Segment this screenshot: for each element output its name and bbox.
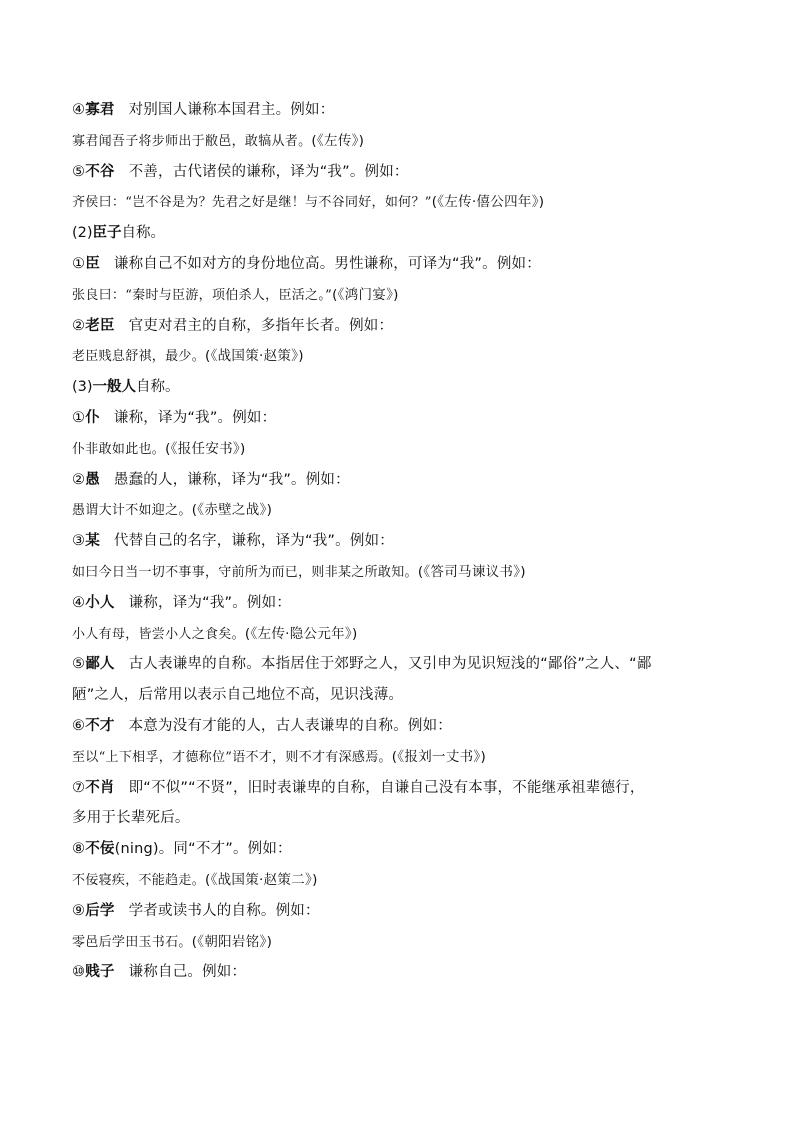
term-definition [72, 468, 350, 489]
example-source: (《左传·隐公元年》) [244, 625, 358, 642]
definition-text: 官吏对君主的自称，多指年长者。例如： [128, 317, 394, 334]
item-number: (2) [72, 225, 93, 242]
example-text: 老臣贱息舒祺，最少。 [72, 349, 206, 365]
definition-text: 自称。 [121, 225, 166, 242]
term-definition [72, 899, 320, 920]
term-definition [72, 160, 409, 181]
example-sentence [72, 868, 318, 888]
definition-text: 本意为没有才能的人，古人表谦卑的自称。例如： [128, 718, 453, 734]
term-word: 不肖 [85, 779, 115, 796]
definition-text: 对别国人谦称本国君主。例如： [128, 102, 335, 118]
term-definition [72, 252, 541, 273]
term-word: 愚 [85, 471, 100, 488]
definition-text: 谦称自己不如对方的身份地位高。男性谦称，可译为“我”。例如： [113, 256, 541, 272]
item-number: ⑤ [72, 656, 86, 673]
item-number: ⑧ [72, 841, 86, 858]
example-sentence [72, 745, 486, 765]
term-word: 寡君 [85, 102, 115, 118]
example-sentence [72, 283, 399, 303]
definition-text: 谦称，译为“我”。例如： [113, 410, 277, 426]
term-word: 臣 [85, 256, 100, 272]
definition-text: 愚蠢的人，谦称，译为“我”。例如： [113, 471, 350, 488]
example-text: 仆非敢如此也。 [72, 441, 166, 457]
term-definition [72, 776, 645, 797]
example-text: 齐侯曰：“岂不谷是为？先君之好是继！与不谷同好，如何？” [72, 195, 432, 211]
example-text: 张良曰：“秦时与臣游，项伯杀人，臣活之。” [72, 287, 333, 303]
definition-text: 多用于长辈死后。 [72, 810, 190, 827]
definition-text: 古人表谦卑的自称。本指居住于郊野之人，又引申为见识短浅的“鄙俗”之人、“鄙 [128, 656, 652, 673]
example-source: (《左传》) [311, 132, 365, 149]
example-sentence [72, 437, 246, 457]
term-word: 不佞 [85, 841, 115, 858]
definition-text: 谦称，译为“我”。例如： [128, 594, 292, 611]
example-source: (《朝阳岩铭》) [191, 933, 273, 950]
definition-continuation [72, 806, 190, 827]
term-word: 某 [85, 533, 100, 550]
definition-text: 谦称自己。例如： [128, 964, 247, 981]
item-number: ⑩ [72, 964, 86, 981]
example-source: (《报任安书》) [165, 440, 246, 457]
term-word: 一般人 [92, 379, 137, 396]
example-source: (《战国策·赵策》) [205, 348, 304, 365]
term-word: 老臣 [85, 317, 115, 334]
item-number: ① [72, 410, 86, 426]
item-number: ⑨ [72, 902, 86, 919]
definition-text: 陋”之人，后常用以表示自己地位不高，见识浅薄。 [72, 687, 404, 704]
term-definition [72, 98, 334, 119]
item-number: ② [72, 471, 86, 488]
example-text: 如曰今日当一切不事事，守前所为而已，则非某之所敢知。 [72, 565, 418, 580]
example-text: 不佞寝疾，不能趋走。 [72, 873, 206, 888]
example-text: 零邑后学田玉书石。 [72, 934, 192, 950]
item-number: ④ [72, 102, 86, 118]
section-heading [72, 375, 180, 396]
example-source: (《报刘一丈书》) [391, 748, 487, 765]
term-definition [72, 837, 292, 858]
term-definition [72, 529, 394, 550]
example-sentence [72, 498, 272, 518]
example-sentence [72, 930, 272, 950]
section-heading [72, 221, 165, 242]
example-text: 小人有母，皆尝小人之食矣。 [72, 626, 245, 642]
item-number: ④ [72, 594, 86, 611]
definition-continuation [72, 683, 403, 704]
item-number: ⑤ [72, 163, 86, 180]
term-word: 鄙人 [85, 656, 115, 673]
term-definition [72, 591, 291, 612]
term-word: 臣子 [92, 225, 122, 242]
example-source: (《答司马谏议书》) [417, 564, 526, 580]
item-number: (3) [72, 379, 93, 396]
example-sentence [72, 622, 358, 642]
term-word: 不谷 [85, 163, 115, 180]
item-number: ③ [72, 533, 86, 550]
example-source: (《鸿门宴》) [332, 286, 399, 303]
item-number: ⑦ [72, 779, 86, 796]
term-definition [72, 960, 246, 981]
definition-text: 学者或读书人的自称。例如： [128, 902, 320, 919]
definition-text: 不善，古代诸侯的谦称，译为“我”。例如： [128, 163, 409, 180]
item-number: ⑥ [72, 718, 86, 734]
example-text: 愚谓大计不如迎之。 [72, 503, 192, 519]
definition-text: 即“不似”“不贤”，旧时表谦卑的自称，自谦自己没有本事，不能继承祖辈德行， [128, 779, 645, 796]
term-word: 后学 [85, 902, 115, 919]
term-word: 不才 [85, 718, 115, 734]
example-source: (《赤壁之战》) [191, 502, 273, 519]
item-number: ② [72, 317, 86, 334]
item-number: ① [72, 256, 86, 272]
example-text: 至以“上下相孚，才德称位”语不才，则不才有深感焉。 [72, 749, 392, 765]
example-source: (《战国策·赵策二》) [205, 872, 318, 888]
example-sentence [72, 560, 526, 580]
term-definition [72, 406, 276, 427]
example-sentence [72, 344, 304, 364]
definition-text: (ning)。同“不才”。例如： [114, 841, 292, 858]
term-word: 仆 [85, 410, 100, 426]
term-definition [72, 652, 652, 673]
definition-text: 代替自己的名字，谦称，译为“我”。例如： [113, 533, 394, 550]
term-definition [72, 714, 452, 735]
definition-text: 自称。 [136, 379, 180, 396]
example-text: 寡君闻吾子将步师出于敝邑，敢犒从者。 [72, 133, 312, 149]
example-source: (《左传·僖公四年》) [431, 194, 545, 211]
term-definition [72, 314, 393, 335]
term-word: 贱子 [85, 964, 115, 981]
example-sentence [72, 129, 364, 149]
term-word: 小人 [85, 594, 115, 611]
example-sentence [72, 190, 544, 210]
